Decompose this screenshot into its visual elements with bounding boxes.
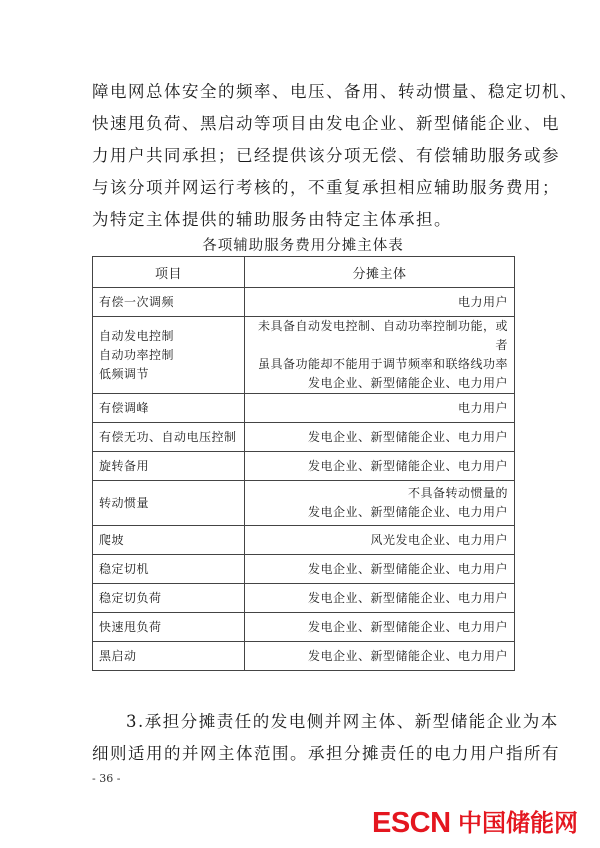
page-number: - 36 - — [92, 772, 121, 785]
payer-cell — [245, 526, 515, 555]
item-text: 黑启动 — [99, 648, 137, 663]
item-cell — [93, 288, 245, 317]
payer-text: 未具备自动发电控制、自动功率控制功能，或者 — [257, 319, 508, 352]
escn-watermark-logo — [372, 806, 588, 836]
logo-latin-text: ESCN — [372, 807, 451, 836]
item-cell — [93, 613, 245, 642]
item-cell — [93, 317, 245, 394]
table-row — [93, 584, 515, 613]
payer-text: 虽具备功能却不能用于调节频率和联络线功率 — [257, 357, 508, 371]
paragraph-line: 为特定主体提供的辅助服务由特定主体承担。 — [92, 210, 452, 229]
item-text: 自动功率控制 — [99, 347, 175, 362]
body-paragraph-2 — [92, 706, 560, 770]
item-cell — [93, 394, 245, 423]
header-item: 项目 — [93, 257, 245, 288]
item-text: 爬坡 — [99, 532, 125, 547]
payer-cell — [245, 452, 515, 481]
item-text: 有偿一次调频 — [99, 294, 175, 309]
payer-cell — [245, 394, 515, 423]
table-row — [93, 555, 515, 584]
item-cell — [93, 555, 245, 584]
item-text: 有偿调峰 — [99, 400, 150, 415]
item-text: 转动惯量 — [99, 495, 150, 510]
payer-text: 风光发电企业、电力用户 — [370, 532, 508, 547]
item-cell — [93, 642, 245, 671]
table-row — [93, 642, 515, 671]
item-cell — [93, 423, 245, 452]
item-text: 旋转备用 — [99, 458, 150, 473]
payer-text: 电力用户 — [457, 400, 508, 415]
payer-text: 发电企业、新型储能企业、电力用户 — [307, 429, 508, 444]
payer-text: 发电企业、新型储能企业、电力用户 — [307, 376, 508, 390]
table-row — [93, 394, 515, 423]
payer-text: 发电企业、新型储能企业、电力用户 — [307, 458, 508, 473]
payer-text: 发电企业、新型储能企业、电力用户 — [307, 619, 508, 634]
payer-cell — [245, 584, 515, 613]
item-cell — [93, 481, 245, 526]
payer-text: 电力用户 — [457, 294, 508, 309]
body-paragraph-1 — [92, 76, 578, 236]
paragraph-line: 障电网总体安全的频率、电压、备用、转动惯量、稳定切机、 — [92, 82, 578, 101]
payer-cell — [245, 555, 515, 584]
payer-text: 不具备转动惯量的 — [407, 486, 508, 500]
table-row — [93, 452, 515, 481]
paragraph-line: 力用户共同承担；已经提供该分项无偿、有偿辅助服务或参 — [92, 146, 560, 165]
paragraph-line: 与该分项并网运行考核的，不重复承担相应辅助服务费用； — [92, 178, 560, 197]
table-caption: 各项辅助服务费用分摊主体表 — [202, 238, 404, 254]
table-header-row — [93, 257, 515, 288]
payer-cell — [245, 613, 515, 642]
paragraph-line: 快速甩负荷、黑启动等项目由发电企业、新型储能企业、电 — [92, 114, 560, 133]
table-row — [93, 288, 515, 317]
payer-cell — [245, 642, 515, 671]
fee-allocation-table — [92, 256, 515, 671]
item-text: 稳定切机 — [99, 561, 150, 576]
paragraph-line: 细则适用的并网主体范围。承担分摊责任的电力用户指所有 — [92, 744, 560, 763]
payer-cell — [245, 481, 515, 526]
paragraph-line: 3.承担分摊责任的发电侧并网主体、新型储能企业为本 — [126, 712, 559, 731]
item-text: 低频调节 — [99, 366, 150, 381]
payer-cell — [245, 423, 515, 452]
item-cell — [93, 526, 245, 555]
payer-cell — [245, 317, 515, 394]
payer-text: 发电企业、新型储能企业、电力用户 — [307, 648, 508, 663]
item-text: 有偿无功、自动电压控制 — [99, 429, 237, 444]
item-text: 快速甩负荷 — [99, 619, 162, 634]
item-text: 自动发电控制 — [99, 328, 175, 343]
header-payer: 分摊主体 — [245, 257, 515, 288]
item-text: 稳定切负荷 — [99, 590, 162, 605]
table-row — [93, 317, 515, 394]
table-row — [93, 613, 515, 642]
table-row — [93, 423, 515, 452]
item-cell — [93, 584, 245, 613]
table-row — [93, 481, 515, 526]
table-row — [93, 526, 515, 555]
payer-text: 发电企业、新型储能企业、电力用户 — [307, 561, 508, 576]
logo-chinese-text: 中国储能网 — [458, 809, 578, 836]
payer-text: 发电企业、新型储能企业、电力用户 — [307, 505, 508, 519]
payer-text: 发电企业、新型储能企业、电力用户 — [307, 590, 508, 605]
item-cell — [93, 452, 245, 481]
payer-cell — [245, 288, 515, 317]
